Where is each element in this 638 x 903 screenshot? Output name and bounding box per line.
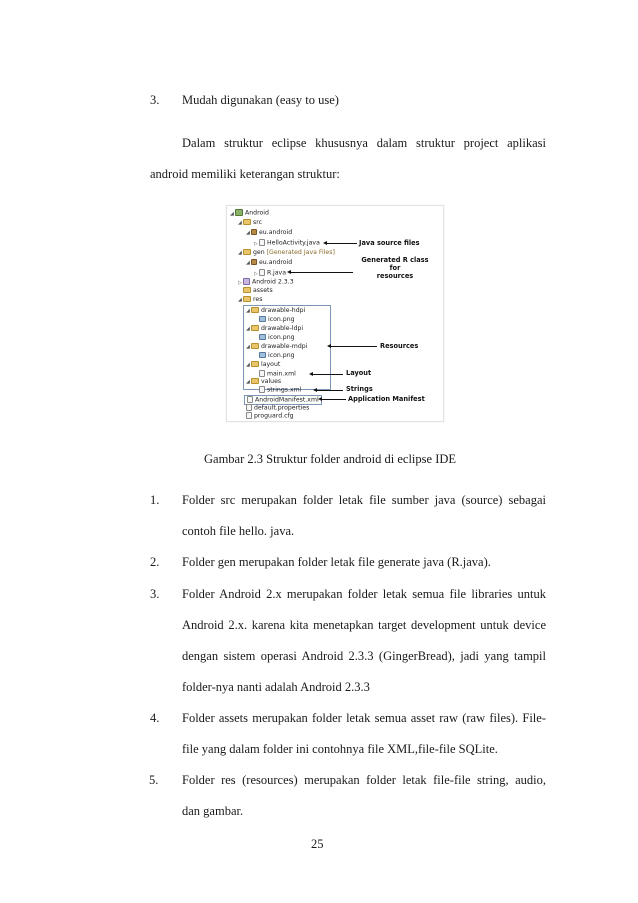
list-number: 1.: [150, 493, 160, 507]
list-number: 4.: [150, 711, 160, 725]
list-item-line: Folder src merupakan folder letak file sumber java (source) sebagai: [182, 493, 546, 507]
image-file-icon: [259, 316, 266, 322]
arrow-generated-r: [291, 272, 353, 273]
tree-node-src: ◢ src: [238, 219, 263, 226]
list-item-line: dan gambar.: [182, 804, 244, 818]
list-item-line: contoh file hello. java.: [182, 524, 295, 538]
tree-node-drawable-hdpi: ◢ drawable-hdpi: [246, 307, 306, 314]
file-icon: [246, 404, 252, 411]
folder-icon: [243, 219, 251, 225]
image-file-icon: [259, 352, 266, 358]
label-manifest: Application Manifest: [348, 395, 425, 403]
tree-node-icon-png: icon.png: [254, 334, 295, 342]
list-item-line: dengan sistem operasi Android 2.3.3 (GingerBread), jadi yang tampil: [182, 649, 546, 663]
arrow-manifest: [322, 399, 346, 400]
eclipse-tree-figure: [226, 205, 444, 422]
tree-node-manifest: AndroidManifest.xml: [244, 395, 322, 405]
label-java-source: Java source files: [359, 239, 420, 247]
tree-node-main-xml: main.xml: [254, 370, 296, 378]
folder-icon: [251, 378, 259, 384]
tree-node-drawable-ldpi: ◢ drawable-ldpi: [246, 325, 304, 332]
folder-icon: [251, 343, 259, 349]
tree-node-default-properties: default.properties: [246, 404, 309, 412]
list-item-line: Folder Android 2.x merupakan folder letak semua file libraries untuk: [182, 587, 546, 601]
list-item-line: Folder res (resources) merupakan folder letak file-file string, audio,: [182, 773, 546, 787]
label-resources: Resources: [380, 342, 419, 350]
list-item-line: file yang dalam folder ini contohnya file XML,file-file SQLite.: [182, 742, 498, 756]
tree-node-layout: ◢ layout: [246, 361, 281, 368]
figure-caption: Gambar 2.3 Struktur folder android di eclipse IDE: [204, 452, 457, 466]
tree-node-drawable-mdpi: ◢ drawable-mdpi: [246, 343, 308, 350]
section-number: 3.: [150, 93, 160, 107]
arrow-layout: [313, 374, 343, 375]
tree-node-assets: assets: [238, 287, 273, 295]
list-item-line: Folder assets merupakan folder letak semua asset raw (raw files). File-: [182, 711, 546, 725]
list-number: 3.: [150, 587, 160, 601]
tree-node-gen: ◢ gen [Generated Java Files]: [238, 249, 335, 256]
folder-icon: [251, 307, 259, 313]
folder-icon: [243, 296, 251, 302]
xml-file-icon: [259, 386, 265, 393]
package-icon: [251, 259, 257, 265]
tree-node-android-lib: ▷ Android 2.3.3: [238, 278, 294, 286]
java-file-icon: [259, 269, 265, 276]
tree-node-icon-png: icon.png: [254, 352, 295, 360]
file-icon: [246, 412, 252, 419]
arrow-java-source: [327, 243, 357, 244]
tree-node-res: ◢ res: [238, 296, 263, 303]
tree-node-android: ◢ Android: [230, 209, 269, 217]
folder-icon: [251, 361, 259, 367]
arrow-resources: [331, 346, 377, 347]
tree-node-r-java: ▷ R.java: [254, 269, 287, 277]
xml-file-icon: [247, 396, 253, 403]
package-icon: [251, 229, 257, 235]
page-number: 25: [311, 837, 324, 851]
xml-file-icon: [259, 370, 265, 377]
intro-line-2: android memiliki keterangan struktur:: [150, 167, 340, 181]
folder-icon: [243, 249, 251, 255]
library-icon: [243, 278, 250, 285]
label-generated-r: Generated R class for resources: [361, 256, 429, 280]
tree-node-package: ◢ eu.android: [246, 259, 293, 266]
folder-icon: [243, 287, 251, 293]
tree-node-proguard: proguard.cfg: [246, 412, 294, 420]
project-icon: [235, 209, 243, 216]
list-number: 2.: [150, 555, 160, 569]
folder-icon: [251, 325, 259, 331]
intro-line-1: Dalam struktur eclipse khususnya dalam struktur project aplikasi: [182, 136, 546, 150]
list-item-line: Folder gen merupakan folder letak file generate java (R.java).: [182, 555, 491, 569]
label-strings: Strings: [346, 385, 373, 393]
list-item-line: Android 2.x. karena kita menetapkan target development untuk device: [182, 618, 546, 632]
list-number: 5.: [149, 773, 159, 787]
arrow-strings: [317, 390, 343, 391]
image-file-icon: [259, 334, 266, 340]
label-layout: Layout: [346, 369, 372, 377]
section-heading: Mudah digunakan (easy to use): [182, 93, 339, 107]
list-item-line: folder-nya nanti adalah Android 2.3.3: [182, 680, 370, 694]
java-file-icon: [259, 239, 265, 246]
tree-node-icon-png: icon.png: [254, 316, 295, 324]
tree-node-values: ◢ values: [246, 378, 282, 385]
tree-node-strings-xml: strings.xml: [254, 386, 301, 394]
tree-node-hello-java: ▷ HelloActivity.java: [254, 239, 320, 247]
tree-node-package: ◢ eu.android: [246, 229, 293, 236]
